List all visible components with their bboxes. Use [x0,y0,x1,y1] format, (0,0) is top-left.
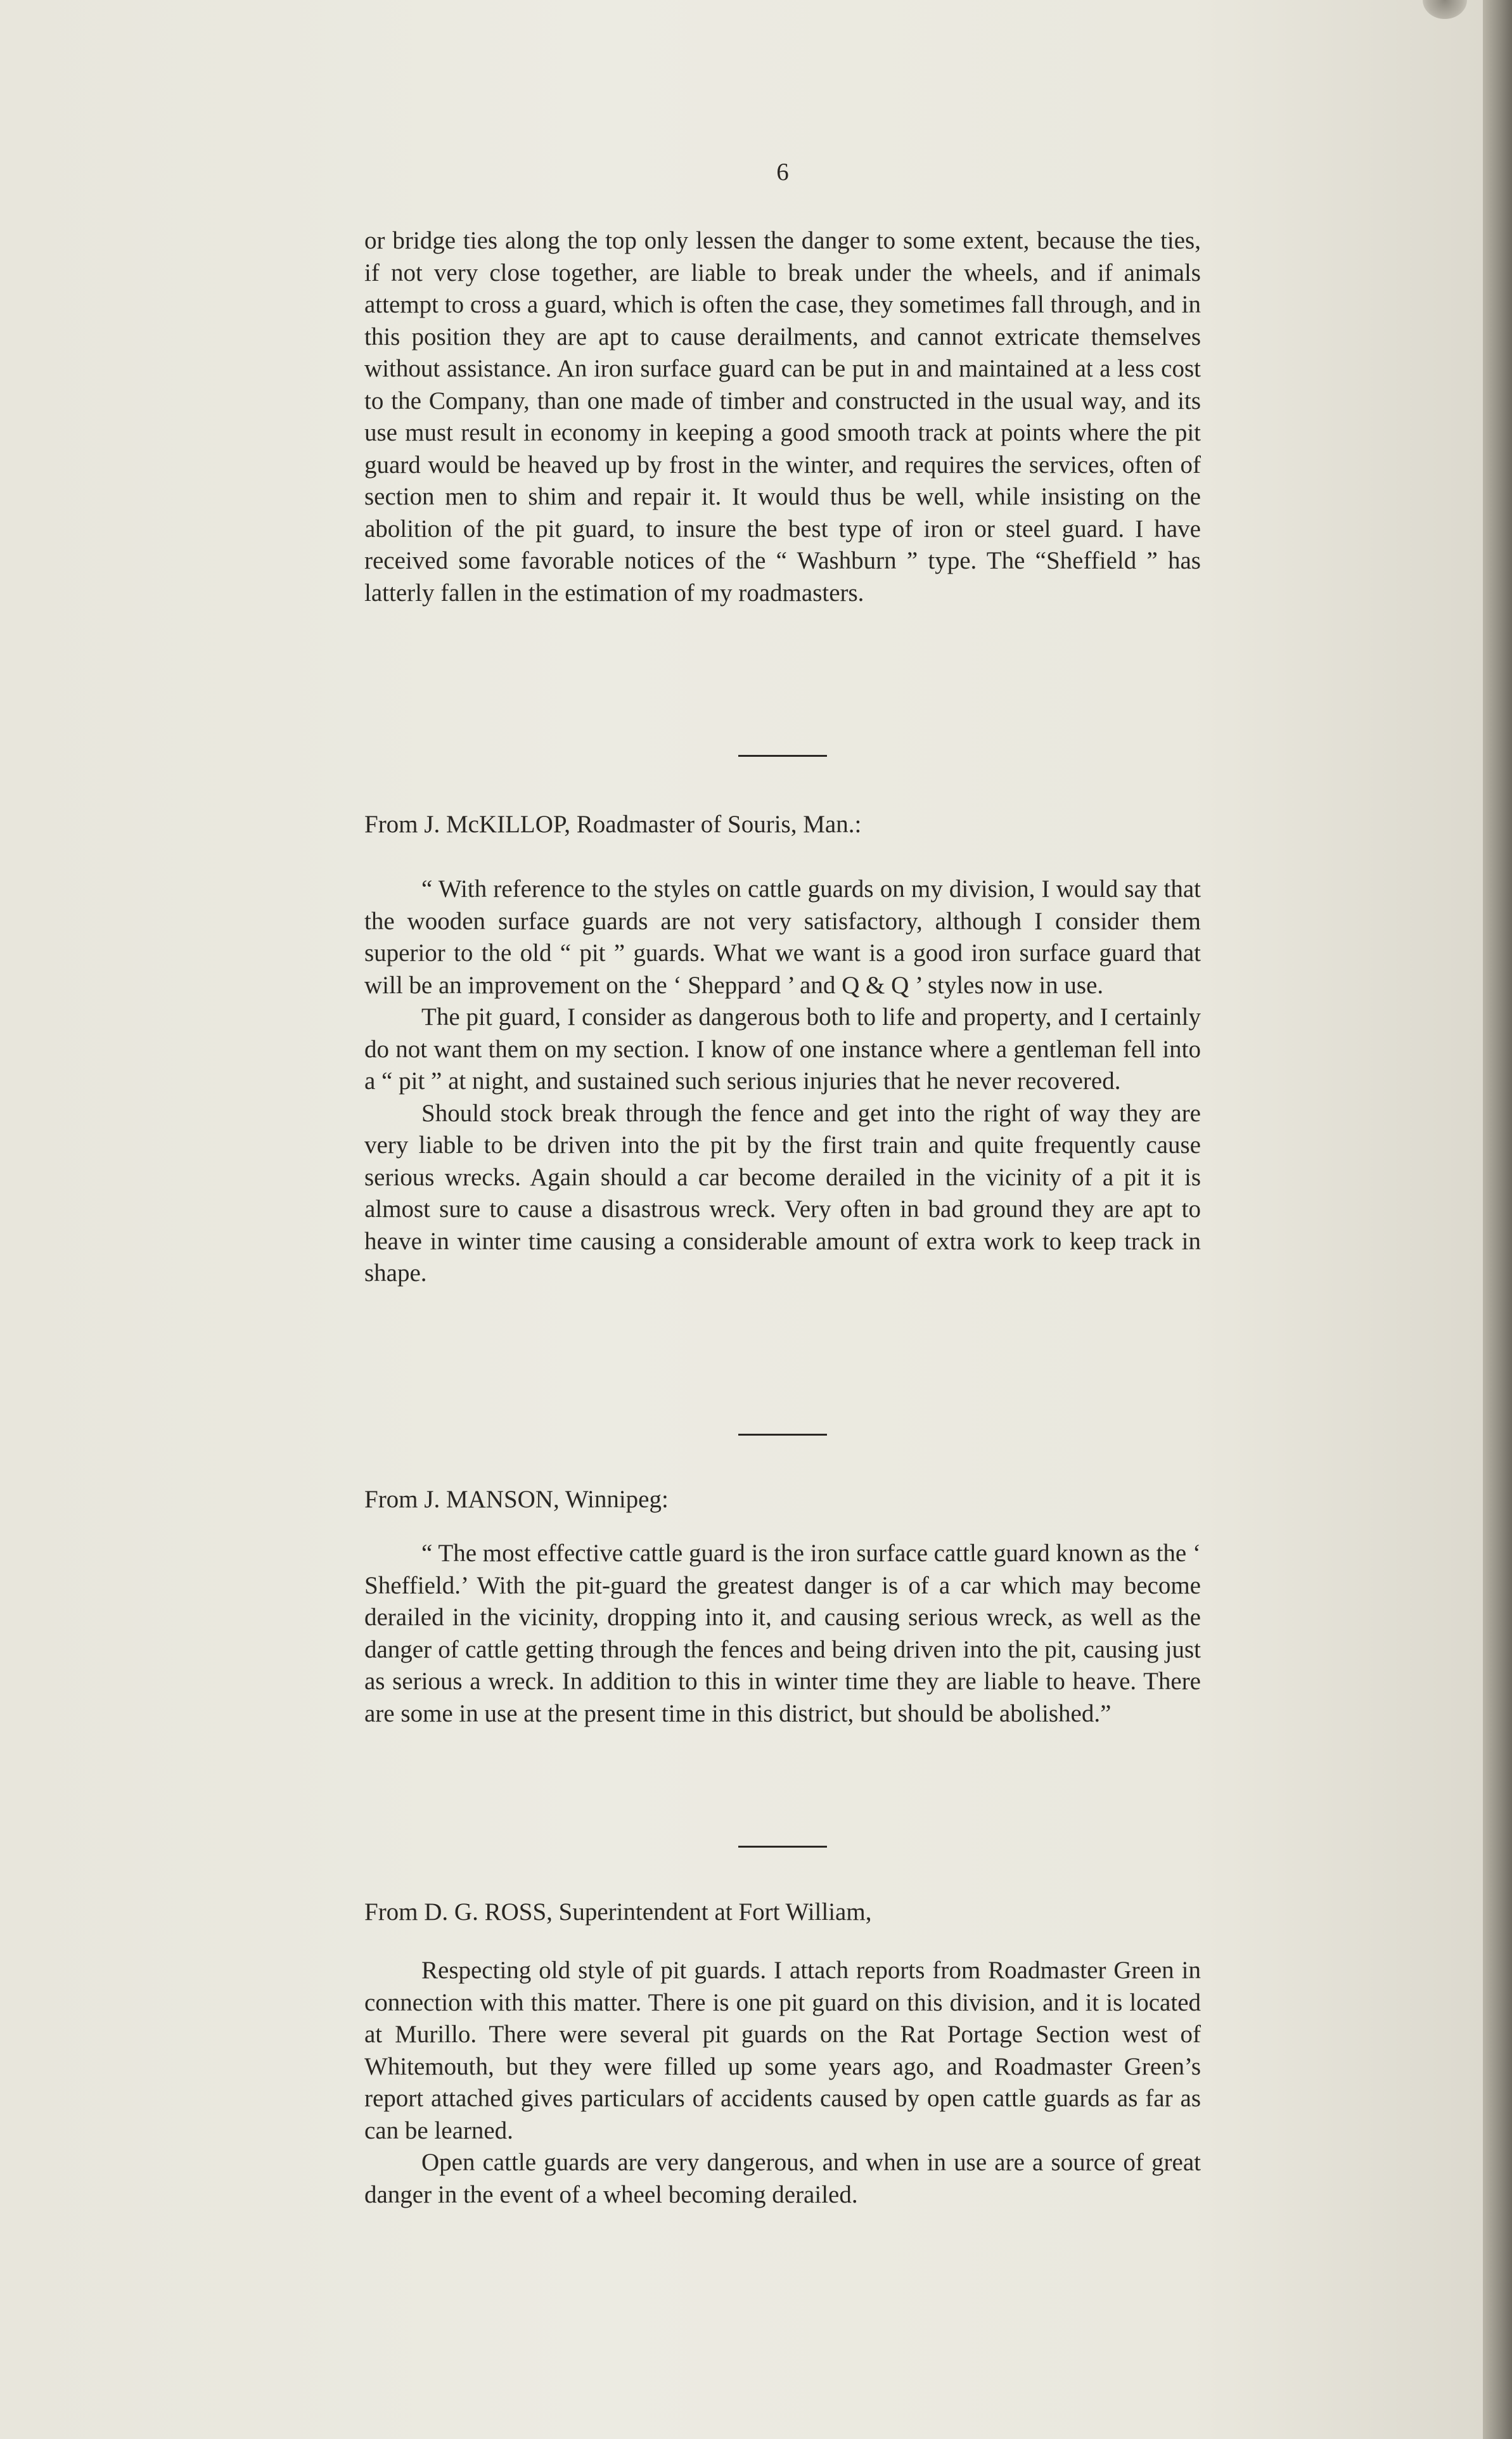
manson-paragraph-1: “ The most effective cattle guard is the iron surface cattle guard known as the ‘ Sheffield.’ With the pit-guard the greatest danger is of a car which may become derailed in the vicinity, dropping into it, and causing serious wreck, as well as the danger of cattle getting through the fences and being driven into the pit, causing just as serious a wreck. In addition to this in winter time they are liable to heave. There are some in use at the present time in this district, but should be abolished.” [364,1540,1201,1727]
opening-paragraph: or bridge ties along the top only lessen the danger to some extent, because the ties, if not very close together, are liable to break under the wheels, and if animals attempt to cross a guard, which is often the case, they sometimes fall through, and in this position they are apt to cause derailments, and cannot extricate themselves without assistance. An iron surface guard can be put in and maintained at a less cost to the Company, than one made of timber and constructed in the usual way, and its use must result in economy in keeping a good smooth track at points where the pit guard would be heaved up by frost in the winter, and requires the services, often of section men to shim and repair it. It would thus be well, while insisting on the abolition of the pit guard, to insure the best type of iron or steel guard. I have received some favorable notices of the “ Washburn ” type. The “Sheffield ” has latterly fallen in the estimation of my roadmasters. [364,227,1201,607]
mckillop-paragraph-1: “ With reference to the styles on cattle guards on my division, I would say that the wooden surface guards are not very satisfactory, although I consider them superior to the old “ pit ” guards. What we want is a good iron surface guard that will be an improvement on the ‘ Sheppard ’ and Q & Q ’ styles now in use. [364,875,1201,999]
ross-paragraph-2: Open cattle guards are very dangerous, and when in use are a source of great danger in the event of a wheel becoming derailed. [364,2149,1201,2208]
mckillop-paragraph-2: The pit guard, I consider as dangerous both to life and property, and I certainly do not want them on my section. I know of one instance where a gentleman fell into a “ pit ” at night, and sustained such serious injuries that he never recovered. [364,1003,1201,1095]
page-number: 6 [776,158,789,186]
ross-paragraph-1: Respecting old style of pit guards. I attach reports from Roadmaster Green in connection with this matter. There is one pit guard on this division, and it is located at Murillo. There were several pit guards on the Rat Portage Section west of Whitemouth, but they were filled up some years ago, and Roadmaster Green’s report attached gives particulars of accidents caused by open cattle guards as far as can be learned. [364,1957,1201,2144]
section-body-mckillop [364,873,1201,1290]
section-body-ross [364,1955,1201,2211]
section-body-manson [364,1538,1201,1730]
section-divider-rule [738,1434,827,1436]
mckillop-paragraph-3: Should stock break through the fence and get into the right of way they are very liable to be driven into the pit by the first train and quite frequently cause serious wrecks. Again should a car become derailed in the vicinity of a pit it is almost sure to cause a disastrous wreck. Very often in bad ground they are apt to heave in winter time causing a considerable amount of extra work to keep track in shape. [364,1099,1201,1287]
section-divider-rule [738,1846,827,1848]
opening-paragraph-block [364,225,1201,609]
section-divider-rule [738,755,827,757]
page-edge-shadow [1483,0,1512,2439]
section-heading-ross: From D. G. ROSS, Superintendent at Fort William, [364,1898,872,1926]
section-heading-mckillop: From J. McKILLOP, Roadmaster of Souris, Man.: [364,811,862,838]
section-heading-manson: From J. MANSON, Winnipeg: [364,1486,669,1513]
